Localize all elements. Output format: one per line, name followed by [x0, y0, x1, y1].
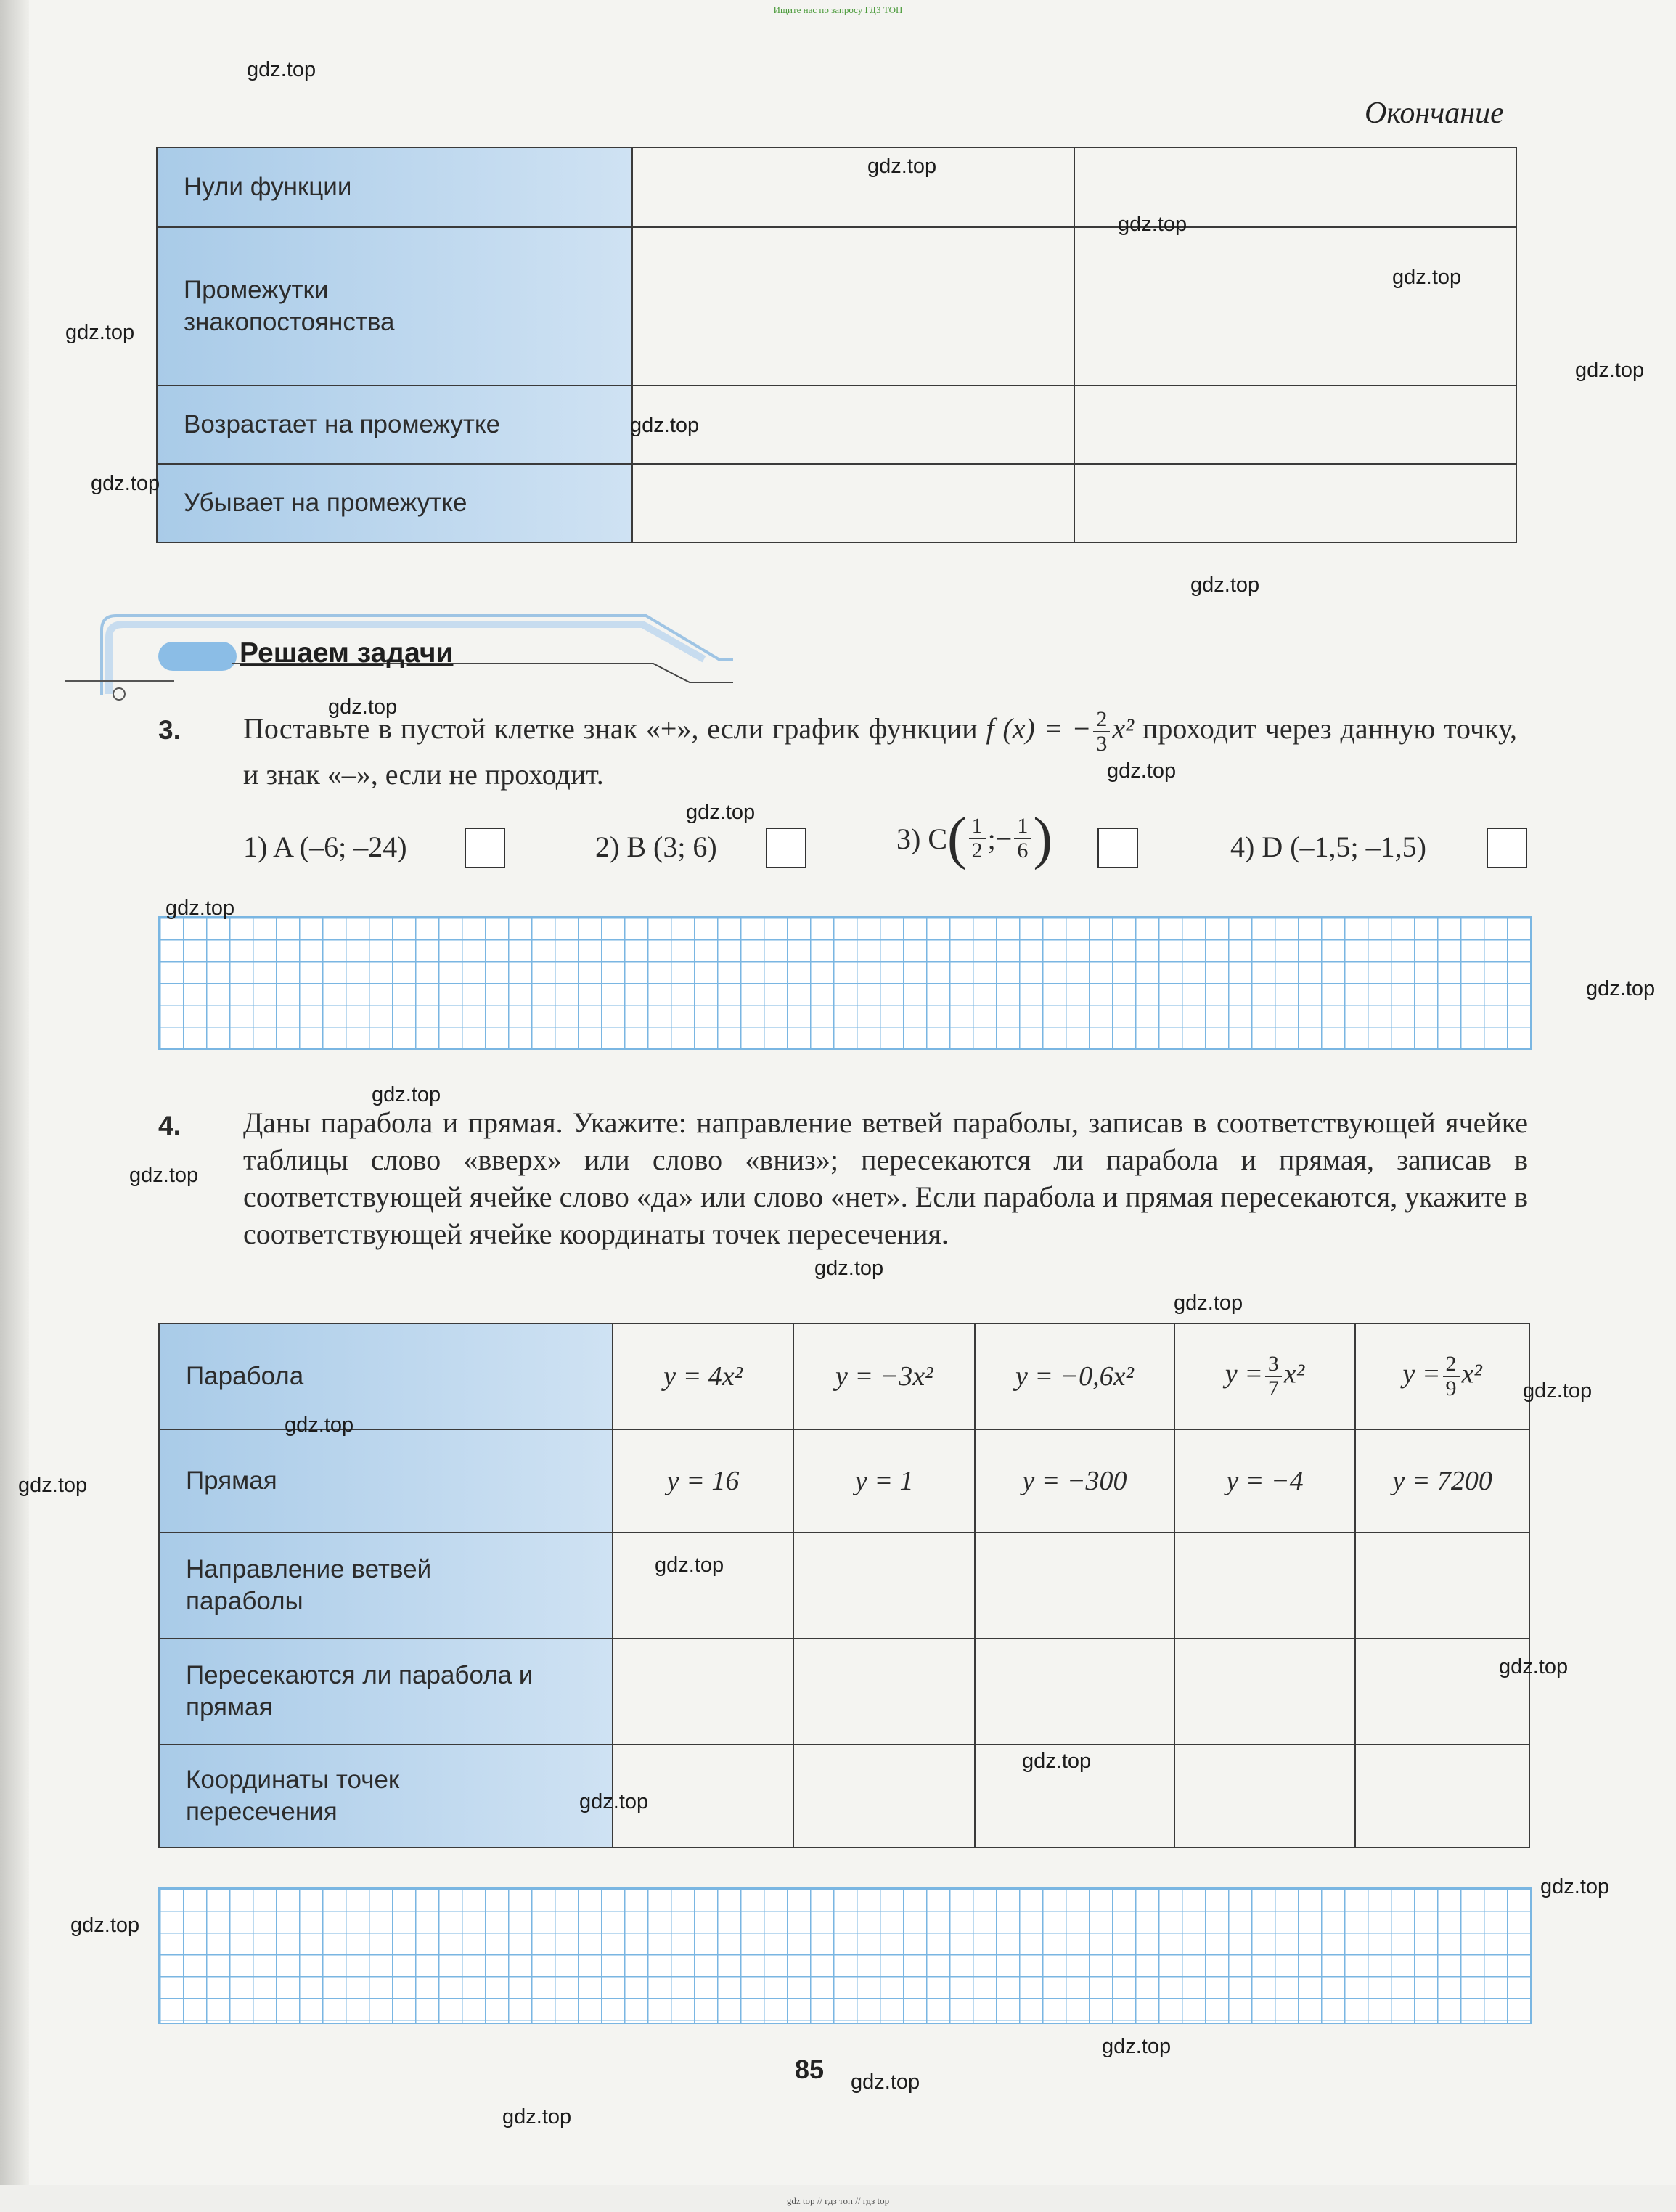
- answer-cell[interactable]: [1355, 1744, 1529, 1848]
- answer-cell[interactable]: [1355, 1533, 1529, 1638]
- answer-cell[interactable]: [1074, 464, 1516, 542]
- parabola-cell: y = 4x²: [613, 1323, 794, 1429]
- parabola-line-table: [158, 1323, 1530, 1848]
- answer-cell[interactable]: [613, 1638, 794, 1744]
- parabola-cell: y = $\frac{2}{9}$ x²: [1355, 1323, 1529, 1429]
- parabola-cell: y = −0,6x²: [975, 1323, 1174, 1429]
- row-header: Прямая: [159, 1429, 613, 1533]
- watermark: gdz.top: [285, 1413, 354, 1437]
- task-number: 4.: [158, 1111, 181, 1140]
- answer-cell[interactable]: [632, 227, 1074, 385]
- watermark: gdz.top: [1392, 266, 1462, 289]
- option-1: 1) A (–6; –24): [243, 830, 407, 863]
- table-row: [157, 227, 1516, 385]
- watermark: gdz.top: [1174, 1291, 1243, 1315]
- line-cell: y = 7200: [1355, 1429, 1529, 1533]
- row-header: Промежутки знакопостоянства: [157, 227, 632, 385]
- page-number: 85: [795, 2054, 825, 2084]
- answer-cell[interactable]: [632, 464, 1074, 542]
- task-statement: Даны парабола и прямая. Укажите: направление ветвей параболы, записав в соответствующей ячейке таблицы слово «вверх» или слово «вниз»; пересекаются ли парабола и прямая, записав в соответствующей ячейке слово «да» или слово «нет». Если парабола и прямая пересекаются, укажите в соответствующей ячейке координаты точек пересечения.: [243, 1106, 1528, 1250]
- table-row: [159, 1429, 1529, 1533]
- watermark: gdz.top: [1190, 574, 1260, 597]
- watermark: gdz.top: [1499, 1655, 1569, 1678]
- answer-cell[interactable]: [1074, 385, 1516, 464]
- watermark: gdz.top: [1575, 359, 1645, 382]
- section-title: Решаем задачи: [240, 637, 454, 669]
- row-header: Убывает на промежутке: [157, 464, 632, 542]
- answer-cell[interactable]: [1174, 1638, 1356, 1744]
- watermark: gdz.top: [1540, 1875, 1610, 1898]
- watermark: gdz.top: [502, 2105, 572, 2129]
- task-statement: Поставьте в пустой клетке знак «+», если график функции f (x) = − $\frac{2}{3}$ x² проходит через данную точку, и знак «–», если не проходит.: [243, 707, 1517, 791]
- answer-checkbox-1[interactable]: [465, 828, 505, 868]
- watermark: gdz.top: [70, 1914, 140, 1937]
- watermark: gdz.top: [1118, 213, 1187, 236]
- watermark: gdz.top: [372, 1083, 441, 1106]
- page-binding-edge: [0, 0, 29, 2212]
- line-cell: y = 16: [613, 1429, 794, 1533]
- row-header: Возрастает на промежутке: [157, 385, 632, 464]
- answer-checkbox-2[interactable]: [766, 828, 806, 868]
- task-number: 3.: [158, 715, 181, 745]
- option-3: 3) C ( $\frac{1}{2}$ ; − $\frac{1}{6}$ ): [896, 807, 1052, 870]
- line-cell: y = −300: [975, 1429, 1174, 1533]
- table-row: [159, 1533, 1529, 1638]
- properties-table: [156, 147, 1517, 543]
- fraction: $\frac{2}{3}$: [1093, 708, 1110, 756]
- watermark: gdz.top: [1102, 2035, 1172, 2058]
- answer-grid-task3[interactable]: [158, 916, 1532, 1050]
- watermark: gdz.top: [630, 414, 700, 437]
- watermark: gdz.top: [814, 1257, 884, 1280]
- bottom-banner[interactable]: gdz top // гдз топ // гдз top: [786, 2195, 890, 2206]
- parabola-cell: y = −3x²: [793, 1323, 975, 1429]
- answer-checkbox-4[interactable]: [1487, 828, 1527, 868]
- watermark: gdz.top: [686, 801, 756, 824]
- row-header: Парабола: [159, 1323, 613, 1429]
- line-cell: y = 1: [793, 1429, 975, 1533]
- answer-cell[interactable]: [793, 1744, 975, 1848]
- answer-checkbox-3[interactable]: [1097, 828, 1138, 868]
- answer-cell[interactable]: [793, 1638, 975, 1744]
- watermark: gdz.top: [655, 1554, 724, 1577]
- watermark: gdz.top: [1523, 1379, 1593, 1403]
- watermark: gdz.top: [165, 897, 235, 920]
- answer-cell[interactable]: [613, 1533, 794, 1638]
- table-row: [159, 1638, 1529, 1744]
- watermark: gdz.top: [1107, 759, 1177, 783]
- answer-cell[interactable]: [793, 1533, 975, 1638]
- table-row: [159, 1744, 1529, 1848]
- answer-cell[interactable]: [975, 1533, 1174, 1638]
- row-header: Координаты точек пересечения: [159, 1744, 613, 1848]
- parabola-cell: y = $\frac{3}{7}$ x²: [1174, 1323, 1356, 1429]
- option-4: 4) D (–1,5; –1,5): [1230, 830, 1426, 863]
- row-header: Пересекаются ли парабола и прямая: [159, 1638, 613, 1744]
- top-banner[interactable]: Ищите нас по запросу ГДЗ ТОП: [773, 4, 903, 15]
- table-row: [157, 147, 1516, 227]
- table-row: [157, 464, 1516, 542]
- line-cell: y = −4: [1174, 1429, 1356, 1533]
- continuation-label: Окончание: [1365, 97, 1504, 130]
- watermark: gdz.top: [1022, 1750, 1092, 1773]
- watermark: gdz.top: [18, 1474, 88, 1497]
- answer-cell[interactable]: [975, 1638, 1174, 1744]
- watermark: gdz.top: [328, 695, 398, 719]
- watermark: gdz.top: [851, 2070, 920, 2094]
- row-header: Нули функции: [157, 147, 632, 227]
- row-header: Направление ветвей параболы: [159, 1533, 613, 1638]
- answer-cell[interactable]: [1355, 1638, 1529, 1744]
- answer-cell[interactable]: [632, 147, 1074, 227]
- option-2: 2) B (3; 6): [595, 830, 717, 863]
- watermark: gdz.top: [1586, 977, 1656, 1000]
- answer-cell[interactable]: [1174, 1744, 1356, 1848]
- watermark: gdz.top: [579, 1790, 649, 1813]
- table-row: [159, 1323, 1529, 1429]
- table-row: [157, 385, 1516, 464]
- watermark: gdz.top: [91, 472, 160, 495]
- watermark: gdz.top: [129, 1164, 199, 1187]
- answer-grid-task4[interactable]: [158, 1887, 1532, 2024]
- watermark: gdz.top: [867, 155, 937, 178]
- answer-cell[interactable]: [1174, 1533, 1356, 1638]
- answer-cell[interactable]: [1074, 227, 1516, 385]
- watermark: gdz.top: [247, 58, 316, 81]
- watermark: gdz.top: [65, 321, 135, 344]
